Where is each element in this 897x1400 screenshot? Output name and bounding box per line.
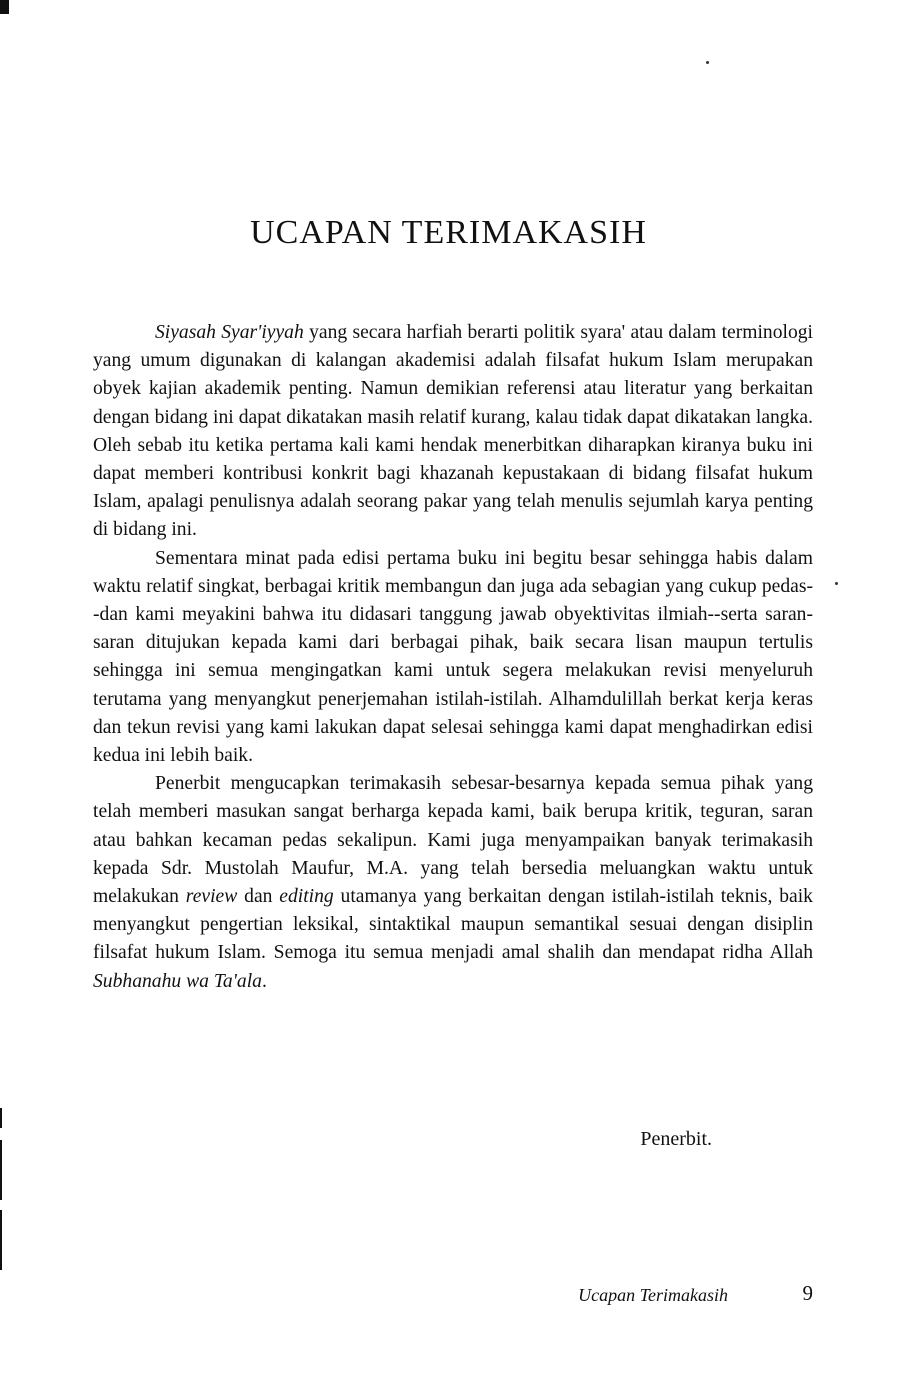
italic-text: editing [279,886,334,908]
scan-edge-mark [0,1108,2,1128]
italic-text: review [185,886,238,908]
scan-speck [835,582,838,585]
italic-text: Subhanahu wa Ta'ala [93,970,262,992]
scan-edge-mark [0,1140,2,1200]
text-run: Penerbit mengucapkan terimakasih sebesar-besarnya kepada semua pihak yang telah memberi masukan sangat berharga kepada kami, baik berupa kritik, teguran, saran atau bahkan kecaman pedas sekalipun. Kami juga menyampaikan banyak terimakasih kepada Sdr. Mustolah Maufur, M.A. yang telah bersedia meluangkan waktu untuk melakukan [93,773,813,908]
body-paragraph [93,319,813,545]
body-paragraph [93,770,813,996]
scan-speck [706,61,709,64]
body-text [93,319,813,996]
text-run: dan [237,886,280,908]
page-title: UCAPAN TERIMAKASIH [250,214,647,251]
running-footer-title: Ucapan Terimakasih [578,1285,728,1305]
signature: Penerbit. [640,1128,712,1150]
scan-corner-mark [0,0,9,14]
body-paragraph [93,545,813,771]
scan-edge-mark [0,1210,2,1270]
text-run: utamanya yang berkaitan dengan istilah-istilah teknis, baik menyangkut pengertian leksikal, sintaktikal maupun semantikal sesuai dengan disiplin filsafat hukum Islam. Semoga itu semua menjadi amal shalih dan mendapat ridha Allah [93,886,813,964]
text-run: yang secara harfiah berarti politik syara' atau dalam terminologi yang umum digunakan di kalangan akademisi adalah filsafat hukum Islam merupakan obyek kajian akademik penting. Namun demikian referensi atau literatur yang berkaitan dengan bidang ini dapat dikatakan masih relatif kurang, kalau tidak dapat dikatakan langka. Oleh sebab itu ketika pertama kali kami hendak menerbitkan diharapkan kiranya buku ini dapat memberi kontribusi konkrit bagi khazanah kepustakaan di bidang filsafat hukum Islam, apalagi penulisnya adalah seorang pakar yang telah menulis sejumlah karya penting di bidang ini. [93,322,813,541]
text-run: . [261,970,267,992]
page-number: 9 [802,1281,813,1305]
text-run: Sementara minat pada edisi pertama buku ini begitu besar sehingga habis dalam waktu relatif singkat, berbagai kritik membangun dan juga ada sebagian yang cukup pedas--dan kami meyakini bahwa itu didasari tanggung jawab obyektivitas ilmiah--serta saran-saran ditujukan kepada kami dari berbagai pihak, baik secara lisan maupun tertulis sehingga ini semua mengingatkan kami untuk segera melakukan revisi menyeluruh terutama yang menyangkut penerjemahan istilah-istilah. Alhamdulillah berkat kerja keras dan tekun revisi yang kami lakukan dapat selesai sehingga kami dapat menghadirkan edisi kedua ini lebih baik. [93,547,813,767]
italic-text: Siyasah Syar'iyyah [155,322,304,343]
